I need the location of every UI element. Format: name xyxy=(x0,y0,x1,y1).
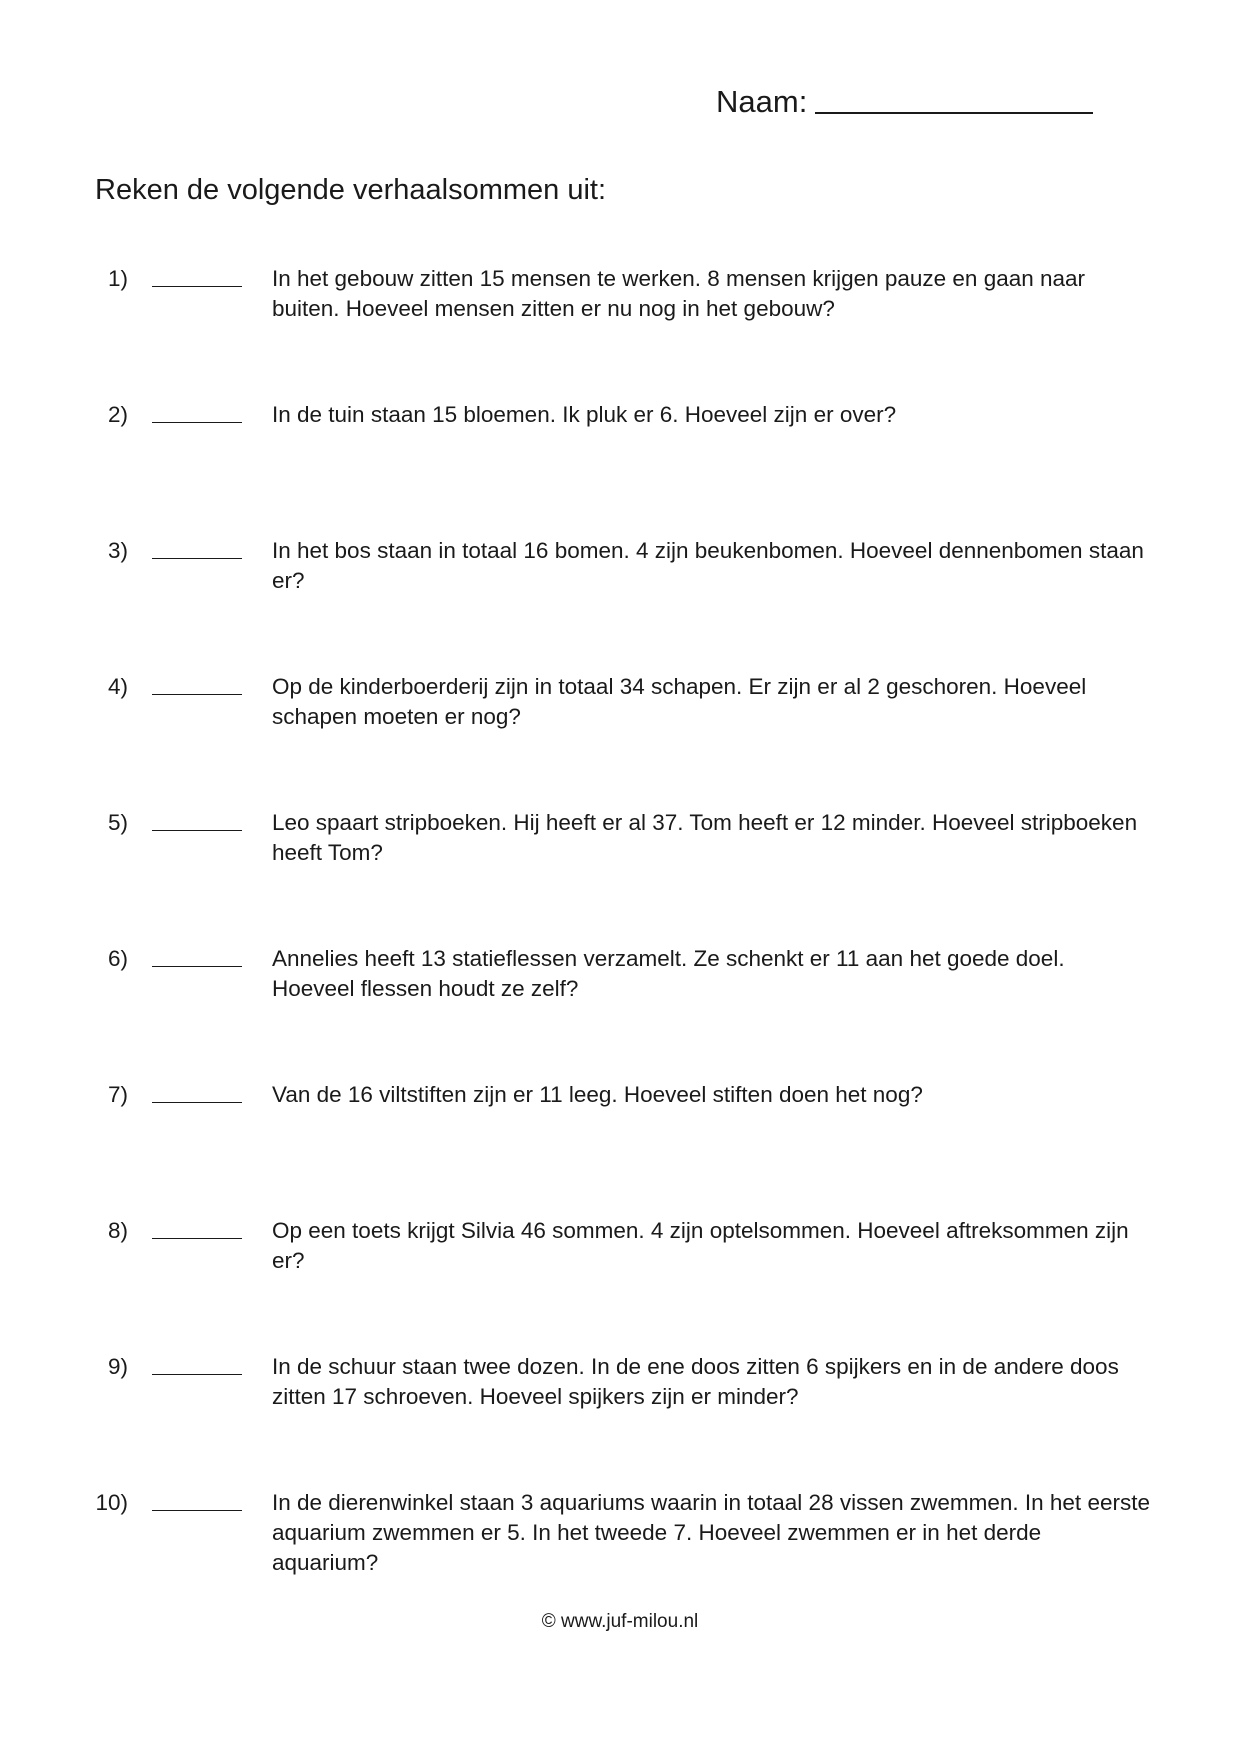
answer-line[interactable] xyxy=(152,1080,242,1103)
answer-line[interactable] xyxy=(152,536,242,559)
copyright-footer: © www.juf-milou.nl xyxy=(541,1611,699,1632)
question-number: 8) xyxy=(107,1218,128,1243)
answer-line[interactable] xyxy=(152,400,242,423)
question-text: In het bos staan in totaal 16 bomen. 4 zijn beukenbomen. Hoeveel dennenbomen staan er? xyxy=(272,538,1144,593)
name-answer-line[interactable] xyxy=(815,86,1093,114)
question-text: Leo spaart stripboeken. Hij heeft er al 37. Tom heeft er 12 minder. Hoeveel stripboeken heeft Tom? xyxy=(272,810,1138,865)
question-text: Van de 16 viltstiften zijn er 11 leeg. Hoeveel stiften doen het nog? xyxy=(272,1082,923,1107)
answer-line[interactable] xyxy=(152,1216,242,1239)
question-number: 5) xyxy=(107,810,128,835)
question-number: 2) xyxy=(107,402,128,427)
answer-line[interactable] xyxy=(152,1352,242,1375)
answer-line[interactable] xyxy=(152,264,242,287)
question-number: 7) xyxy=(107,1082,128,1107)
question-number: 4) xyxy=(107,674,128,699)
answer-line[interactable] xyxy=(152,944,242,967)
worksheet-title: Reken de volgende verhaalsommen uit: xyxy=(95,174,607,206)
question-number: 10) xyxy=(95,1490,128,1515)
question-number: 6) xyxy=(107,946,128,971)
name-label: Naam: xyxy=(716,84,808,119)
name-field-row xyxy=(716,84,1093,120)
question-text: In de schuur staan twee dozen. In de ene doos zitten 6 spijkers en in de andere doos zitten 17 schroeven. Hoeveel spijkers zijn er minder? xyxy=(272,1354,1119,1409)
answer-line[interactable] xyxy=(152,1488,242,1511)
answer-line[interactable] xyxy=(152,672,242,695)
question-number: 3) xyxy=(107,538,128,563)
answer-line[interactable] xyxy=(152,808,242,831)
question-number: 1) xyxy=(107,266,128,291)
question-text: In de dierenwinkel staan 3 aquariums waarin in totaal 28 vissen zwemmen. In het eerste aquarium zwemmen er 5. In het tweede 7. Hoeveel zwemmen er in het derde aquarium? xyxy=(272,1490,1150,1575)
question-text: Annelies heeft 13 statieflessen verzamelt. Ze schenkt er 11 aan het goede doel. Hoeveel flessen houdt ze zelf? xyxy=(272,946,1065,1001)
question-number: 9) xyxy=(107,1354,128,1379)
question-text: Op de kinderboerderij zijn in totaal 34 schapen. Er zijn er al 2 geschoren. Hoeveel schapen moeten er nog? xyxy=(272,674,1087,729)
question-text: Op een toets krijgt Silvia 46 sommen. 4 zijn optelsommen. Hoeveel aftreksommen zijn er? xyxy=(272,1218,1129,1273)
question-text: In de tuin staan 15 bloemen. Ik pluk er 6. Hoeveel zijn er over? xyxy=(272,402,897,427)
question-text: In het gebouw zitten 15 mensen te werken. 8 mensen krijgen pauze en gaan naar buiten. Hoeveel mensen zitten er nu nog in het gebouw? xyxy=(272,266,1086,321)
